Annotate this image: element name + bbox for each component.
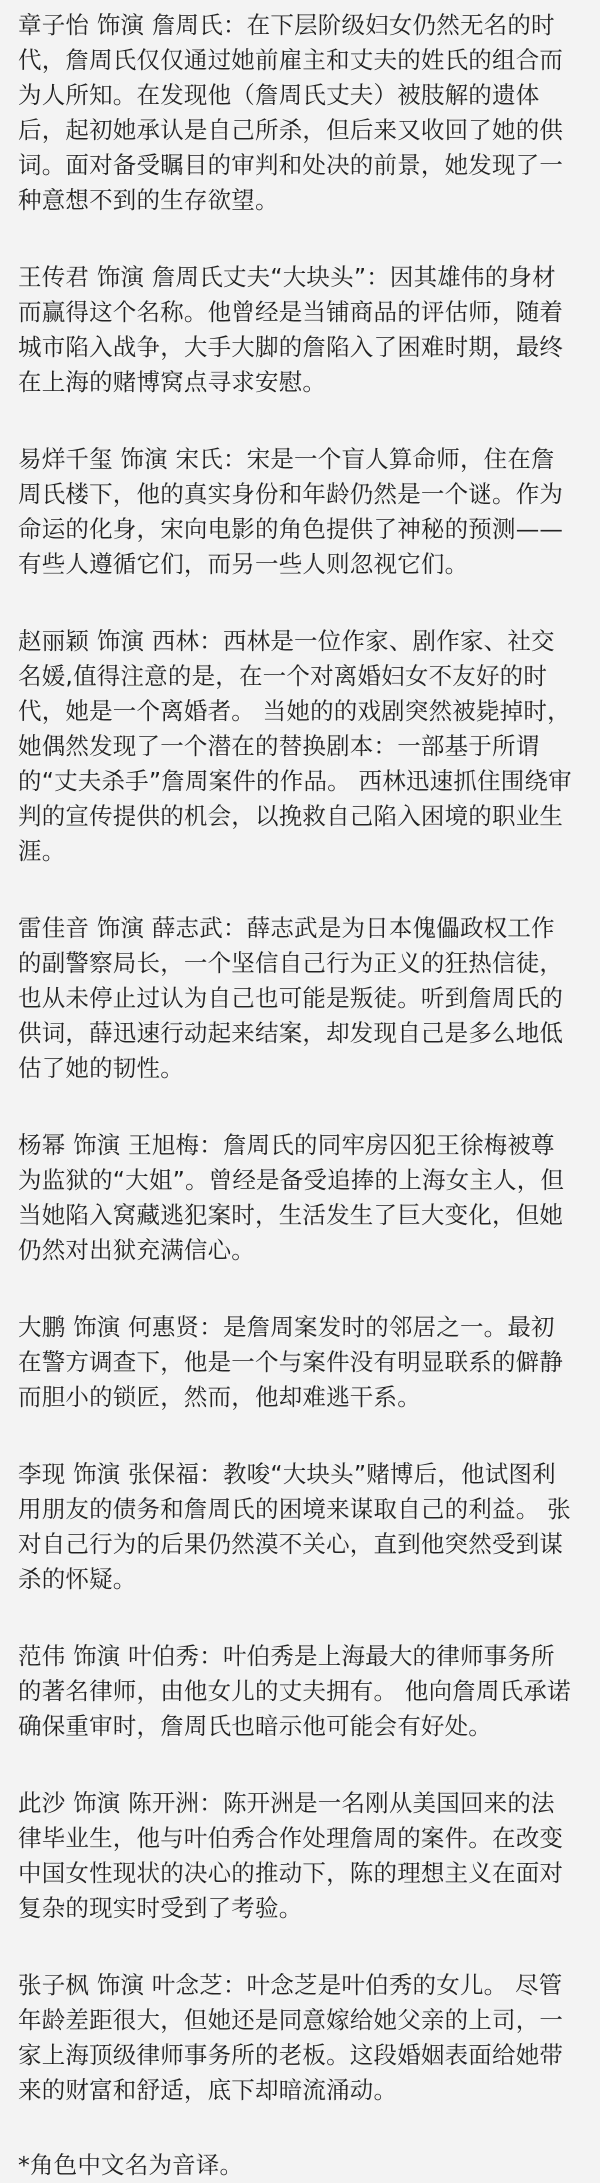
entry-divider — [18, 1086, 578, 1128]
cast-entry-jackson-yee: 易烊千玺 饰演 宋氏：宋是一个盲人算命师，住在詹周氏楼下，他的真实身份和年龄仍然是一个谜。作为命运的化身，宋向电影的角色提供了神秘的预测——有些人遵循它们，而另一些人则忽视它们。 — [18, 445, 564, 578]
cast-entry-zhang-ziyi: 章子怡 饰演 詹周氏：在下层阶级妇女仍然无名的时代，詹周氏仅仅通过她前雇主和丈夫的姓氏的组合而为人所知。在发现他（詹周氏丈夫）被肢解的遗体后，起初她承认是自己所杀，但后来又收回了她的供词。面对备受瞩目的审判和处决的前景，她发现了一种意想不到的生存欲望。 — [18, 11, 564, 214]
cast-list — [18, 8, 578, 2183]
entry-divider — [18, 1744, 578, 1786]
entry-divider — [18, 1268, 578, 1310]
cast-entry-lei-jiayin: 雷佳音 饰演 薛志武：薛志武是为日本傀儡政权工作的副警察局长，一个坚信自己行为正义的狂热信徒，也从未停止过认为自己也可能是叛徒。听到詹周氏的供词，薛迅速行动起来结案，却发现自己是多么地低估了她的韧性。 — [18, 914, 564, 1082]
entry-divider — [18, 400, 578, 442]
cast-entry-fan-wei: 范伟 饰演 叶伯秀：叶伯秀是上海最大的律师事务所的著名律师，由他女儿的丈夫拥有。 他向詹周氏承诺确保重审时，詹周氏也暗示他可能会有好处。 — [18, 1642, 571, 1740]
cast-entry-ci-sha: 此沙 饰演 陈开洲：陈开洲是一名刚从美国回来的法律毕业生，他与叶伯秀合作处理詹周的案件。在改变中国女性现状的决心的推动下，陈的理想主义在面对复杂的现实时受到了考验。 — [18, 1789, 564, 1922]
entry-divider — [18, 1926, 578, 1968]
cast-entry-wang-chuanjun: 王传君 饰演 詹周氏丈夫“大块头”：因其雄伟的身材而赢得这个名称。他曾经是当铺商品的评估师，随着城市陷入战争，大手大脚的詹陷入了困难时期，最终在上海的赌博窝点寻求安慰。 — [18, 263, 564, 396]
cast-entry-li-xian: 李现 饰演 张保福：教唆“大块头”赌博后，他试图利用朋友的债务和詹周氏的困境来谋取自己的利益。 张对自己行为的后果仍然漠不关心，直到他突然受到谋杀的怀疑。 — [18, 1460, 571, 1593]
footnote: *角色中文名为音译。 — [18, 2151, 244, 2179]
entry-divider — [18, 1415, 578, 1457]
entry-divider — [18, 869, 578, 911]
entry-divider — [18, 218, 578, 260]
cast-entry-zhao-liying: 赵丽颖 饰演 西林：西林是一位作家、剧作家、社交名媛,值得注意的是，在一个对离婚妇女不友好的时代，她是一个离婚者。 当她的的戏剧突然被毙掉时，她偶然发现了一个潜在的替换剧本：一部基于所谓的“丈夫杀手”詹周案件的作品。 西林迅速抓住围绕审判的宣传提供的机会，以挽救自己陷入困境的职业生涯。 — [18, 627, 572, 865]
entry-divider — [18, 1597, 578, 1639]
cast-entry-da-peng: 大鹏 饰演 何惠贤：是詹周案发时的邻居之一。最初在警方调查下，他是一个与案件没有明显联系的僻静而胆小的锁匠，然而，他却难逃干系。 — [18, 1313, 564, 1411]
entry-divider — [18, 582, 578, 624]
cast-entry-yang-mi: 杨幂 饰演 王旭梅：詹周氏的同牢房囚犯王徐梅被尊为监狱的“大姐”。曾经是备受追捧的上海女主人，但当她陷入窝藏逃犯案时，生活发生了巨大变化，但她仍然对出狱充满信心。 — [18, 1131, 565, 1264]
cast-entry-zhang-zifeng: 张子枫 饰演 叶念芝：叶念芝是叶伯秀的女儿。 尽管年龄差距很大，但她还是同意嫁给她父亲的上司，一家上海顶级律师事务所的老板。这段婚姻表面给她带来的财富和舒适，底下却暗流涌动。 — [18, 1971, 564, 2104]
